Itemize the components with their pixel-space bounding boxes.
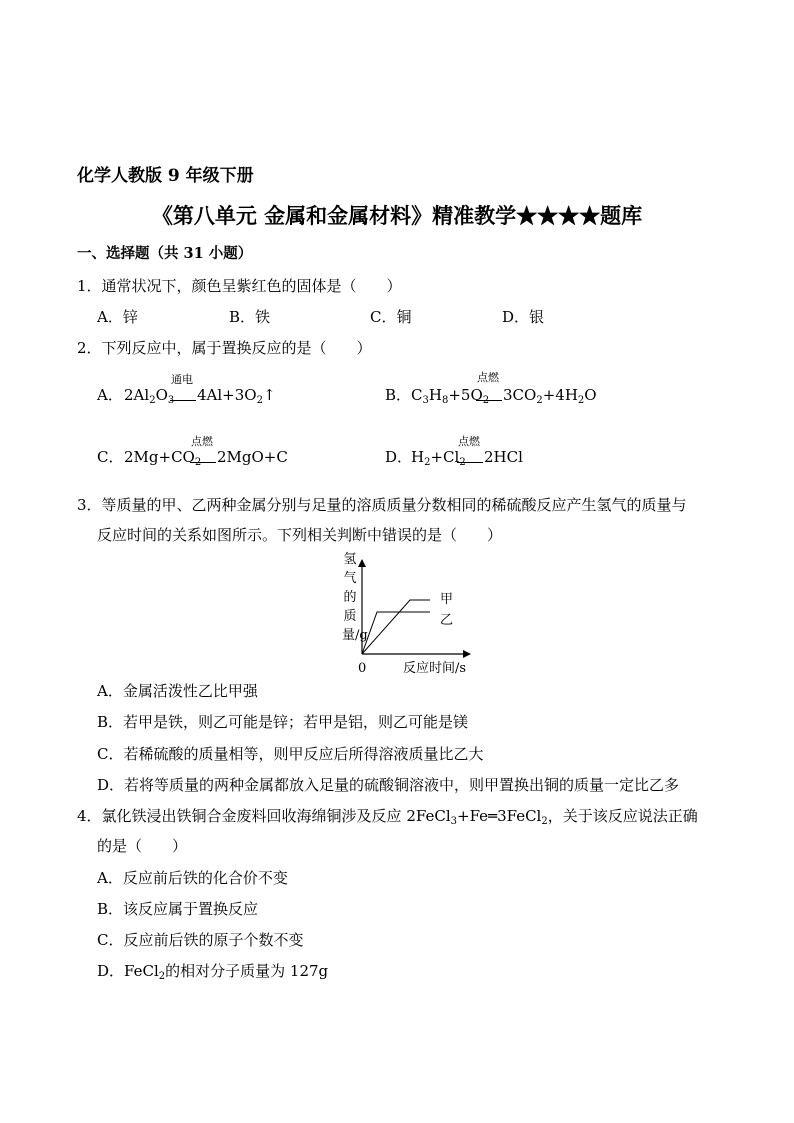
q4-option-d[interactable] bbox=[97, 961, 328, 981]
q2-option-c-reaction-line bbox=[190, 462, 216, 463]
q4-option-d-label: D． bbox=[97, 962, 125, 980]
q2-option-d-label: D． bbox=[385, 448, 413, 466]
q2-option-d-condition: 点燃 bbox=[458, 435, 480, 448]
q3-option-a[interactable]: A．金属活泼性乙比甲强 bbox=[97, 682, 258, 700]
series-jia-line bbox=[362, 600, 430, 654]
q2-option-c-products: 2MgO+C bbox=[217, 448, 288, 466]
q2-option-a-reaction-line bbox=[170, 400, 196, 401]
chart-series-label-jia: 甲 bbox=[440, 592, 454, 607]
question-2-stem: 2．下列反应中，属于置换反应的是（ ） bbox=[77, 339, 372, 357]
q1-option-c[interactable]: C．铜 bbox=[370, 308, 412, 326]
q1-option-a[interactable]: A．锌 bbox=[97, 308, 138, 326]
chart-origin-label: 0 bbox=[358, 661, 367, 676]
q2-option-c-label: C． bbox=[97, 448, 124, 466]
q2-option-b-condition: 点燃 bbox=[477, 371, 499, 384]
q4-option-c[interactable]: C．反应前后铁的原子个数不变 bbox=[97, 931, 304, 949]
series-yi-line bbox=[362, 612, 430, 654]
q4-option-d-text: 的相对分子质量为 127g bbox=[165, 962, 329, 980]
q2-option-a-reactants: $2Al_2O_3$ bbox=[124, 386, 175, 406]
q2-option-b-label: B． bbox=[385, 386, 412, 404]
q4-option-a[interactable]: A．反应前后铁的化合价不变 bbox=[97, 869, 288, 887]
q2-option-a-condition: 通电 bbox=[171, 373, 193, 386]
chart-series-label-yi: 乙 bbox=[440, 613, 454, 628]
q3-option-d[interactable]: D．若将等质量的两种金属都放入足量的硫酸铜溶液中，则甲置换出铜的质量一定比乙多 bbox=[97, 776, 680, 794]
chart-x-label: 反应时间/s bbox=[403, 661, 467, 676]
q2-option-c-condition: 点燃 bbox=[191, 435, 213, 448]
q4-option-d-formula: FeCl$_2$ bbox=[124, 962, 166, 982]
book-title: 化学人教版 9 年级下册 bbox=[77, 166, 254, 186]
q2-option-d-reaction-line bbox=[457, 462, 483, 463]
q2-option-b-reactants: $C_3H_8+5O_2$ bbox=[411, 386, 490, 406]
q3-option-c[interactable]: C．若稀硫酸的质量相等，则甲反应后所得溶液质量比乙大 bbox=[97, 745, 484, 763]
question-3-stem-line2: 反应时间的关系如图所示。下列相关判断中错误的是（ ） bbox=[97, 526, 503, 544]
q2-option-a-products: $4Al+3O_2↑$ bbox=[197, 386, 276, 406]
q4-stem-pre: 4．氯化铁浸出铁铜合金废料回收海绵铜涉及反应 bbox=[77, 807, 407, 825]
question-1-stem: 1．通常状况下，颜色呈紫红色的固体是（ ） bbox=[77, 277, 402, 295]
q1-option-b[interactable]: B．铁 bbox=[229, 308, 271, 326]
q2-option-b-products: $3CO_2+4H_2O$ bbox=[503, 386, 597, 406]
section-heading: 一、选择题（共 31 小题） bbox=[77, 245, 253, 262]
q2-option-d-products: 2HCl bbox=[484, 448, 523, 466]
question-4-stem-line2: 的是（ ） bbox=[97, 837, 188, 855]
q2-option-b-reaction-line bbox=[476, 400, 502, 401]
q1-option-d[interactable]: D．银 bbox=[502, 308, 545, 326]
chart-y-label: 氢气的质量/g bbox=[342, 552, 368, 643]
question-3-stem-line1: 3．等质量的甲、乙两种金属分别与足量的溶质质量分数相同的稀硫酸反应产生氢气的质量与 bbox=[77, 496, 687, 514]
page-title: 《第八单元 金属和金属材料》精准教学★★★★题库 bbox=[151, 203, 643, 228]
q2-option-c-reactants: $2Mg+CO_2$ bbox=[124, 448, 202, 468]
q3-option-b[interactable]: B．若甲是铁，则乙可能是锌；若甲是铝，则乙可能是镁 bbox=[97, 713, 469, 731]
q4-equation: 2FeCl$_3$+Fe═3FeCl$_2$ bbox=[406, 807, 548, 827]
q2-option-d-reactants: $H_2+Cl_2$ bbox=[411, 448, 466, 468]
q2-option-a-label: A． bbox=[97, 386, 123, 404]
q4-stem-post: ，关于该反应说法正确 bbox=[547, 807, 698, 825]
question-4-stem-line1 bbox=[77, 806, 698, 826]
q4-option-b[interactable]: B．该反应属于置换反应 bbox=[97, 900, 259, 918]
